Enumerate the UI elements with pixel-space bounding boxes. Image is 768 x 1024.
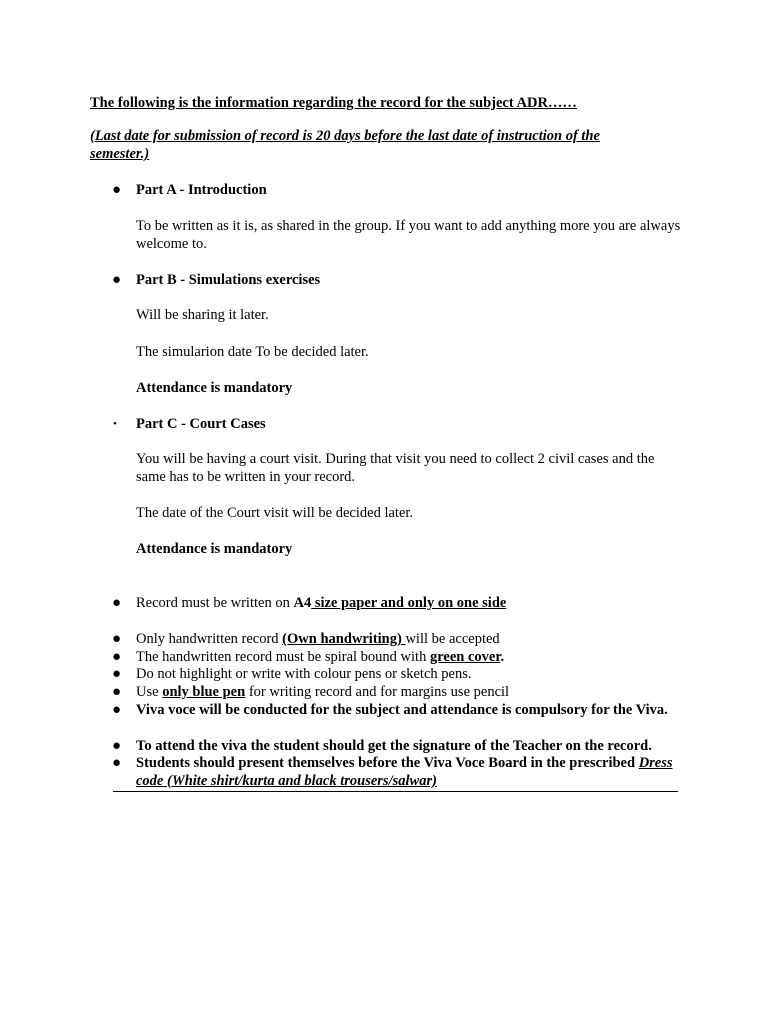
rule-no-highlight: Do not highlight or write with colour pens or sketch pens.	[136, 666, 472, 682]
part-b-line1: Will be sharing it later.	[136, 307, 269, 323]
submission-deadline-note: (Last date for submission of record is 20 days before the last date of instruction of the semester.)	[90, 128, 600, 162]
rule-viva-voce: Viva voce will be conducted for the subject and attendance is compulsory for the Viva.	[136, 702, 668, 718]
rule-emphasis: A4	[293, 595, 312, 611]
rule-handwritten	[136, 630, 696, 648]
part-c-line2: The date of the Court visit will be decided later.	[136, 505, 414, 521]
part-b-heading: Part B - Simulations exercises	[136, 272, 321, 288]
part-b-attendance: Attendance is mandatory	[136, 380, 293, 396]
rule-emphasis: green cover	[429, 649, 501, 665]
bullet-icon: ●	[112, 738, 122, 754]
rule-emphasis: (Own handwriting)	[282, 631, 406, 647]
rule-text: for writing record and for margins use pencil	[245, 684, 510, 700]
bottom-divider	[113, 791, 678, 792]
part-b-line2: The simularion date To be decided later.	[136, 344, 369, 360]
rule-emphasis: Dress code (White shirt/kurta and black trousers/salwar)	[136, 755, 673, 789]
rule-text: Use	[136, 684, 163, 700]
rule-text: The handwritten record must be spiral bound with	[136, 649, 430, 665]
rule-teacher-signature: To attend the viva the student should get the signature of the Teacher on the record.	[136, 738, 652, 754]
rule-spiral-bound	[136, 648, 696, 666]
rule-paper-size	[136, 594, 696, 612]
bullet-icon: ●	[112, 649, 122, 665]
rule-text: .	[500, 649, 505, 665]
bullet-icon: •	[113, 418, 117, 430]
rule-dress-code	[136, 754, 681, 790]
bullet-icon: ●	[112, 702, 122, 718]
bullet-icon: ●	[112, 666, 122, 682]
document-title: The following is the information regarding the record for the subject ADR……	[90, 95, 577, 111]
part-c-body: You will be having a court visit. During that visit you need to collect 2 civil cases and the same has to be written in your record.	[136, 451, 655, 485]
rule-text: will be accepted	[405, 631, 500, 647]
rule-emphasis: size paper and only on one side	[311, 595, 507, 611]
bullet-icon: ●	[112, 755, 122, 771]
bullet-icon: ●	[112, 684, 122, 700]
rule-text: Record must be written on	[136, 595, 294, 611]
rule-emphasis: only blue pen	[162, 684, 246, 700]
part-a-heading: Part A - Introduction	[136, 182, 267, 198]
rule-text: Students should present themselves before the Viva Voce Board in the prescribed	[136, 755, 639, 771]
bullet-icon: ●	[112, 631, 122, 647]
part-c-attendance: Attendance is mandatory	[136, 541, 293, 557]
rule-text: Only handwritten record	[136, 631, 283, 647]
bullet-icon: ●	[112, 595, 122, 611]
part-c-heading: Part C - Court Cases	[136, 416, 266, 432]
part-a-body: To be written as it is, as shared in the group. If you want to add anything more you are always welcome to.	[136, 218, 681, 252]
rule-blue-pen	[136, 683, 696, 701]
bullet-icon: ●	[112, 182, 122, 198]
bullet-icon: ●	[112, 272, 122, 288]
